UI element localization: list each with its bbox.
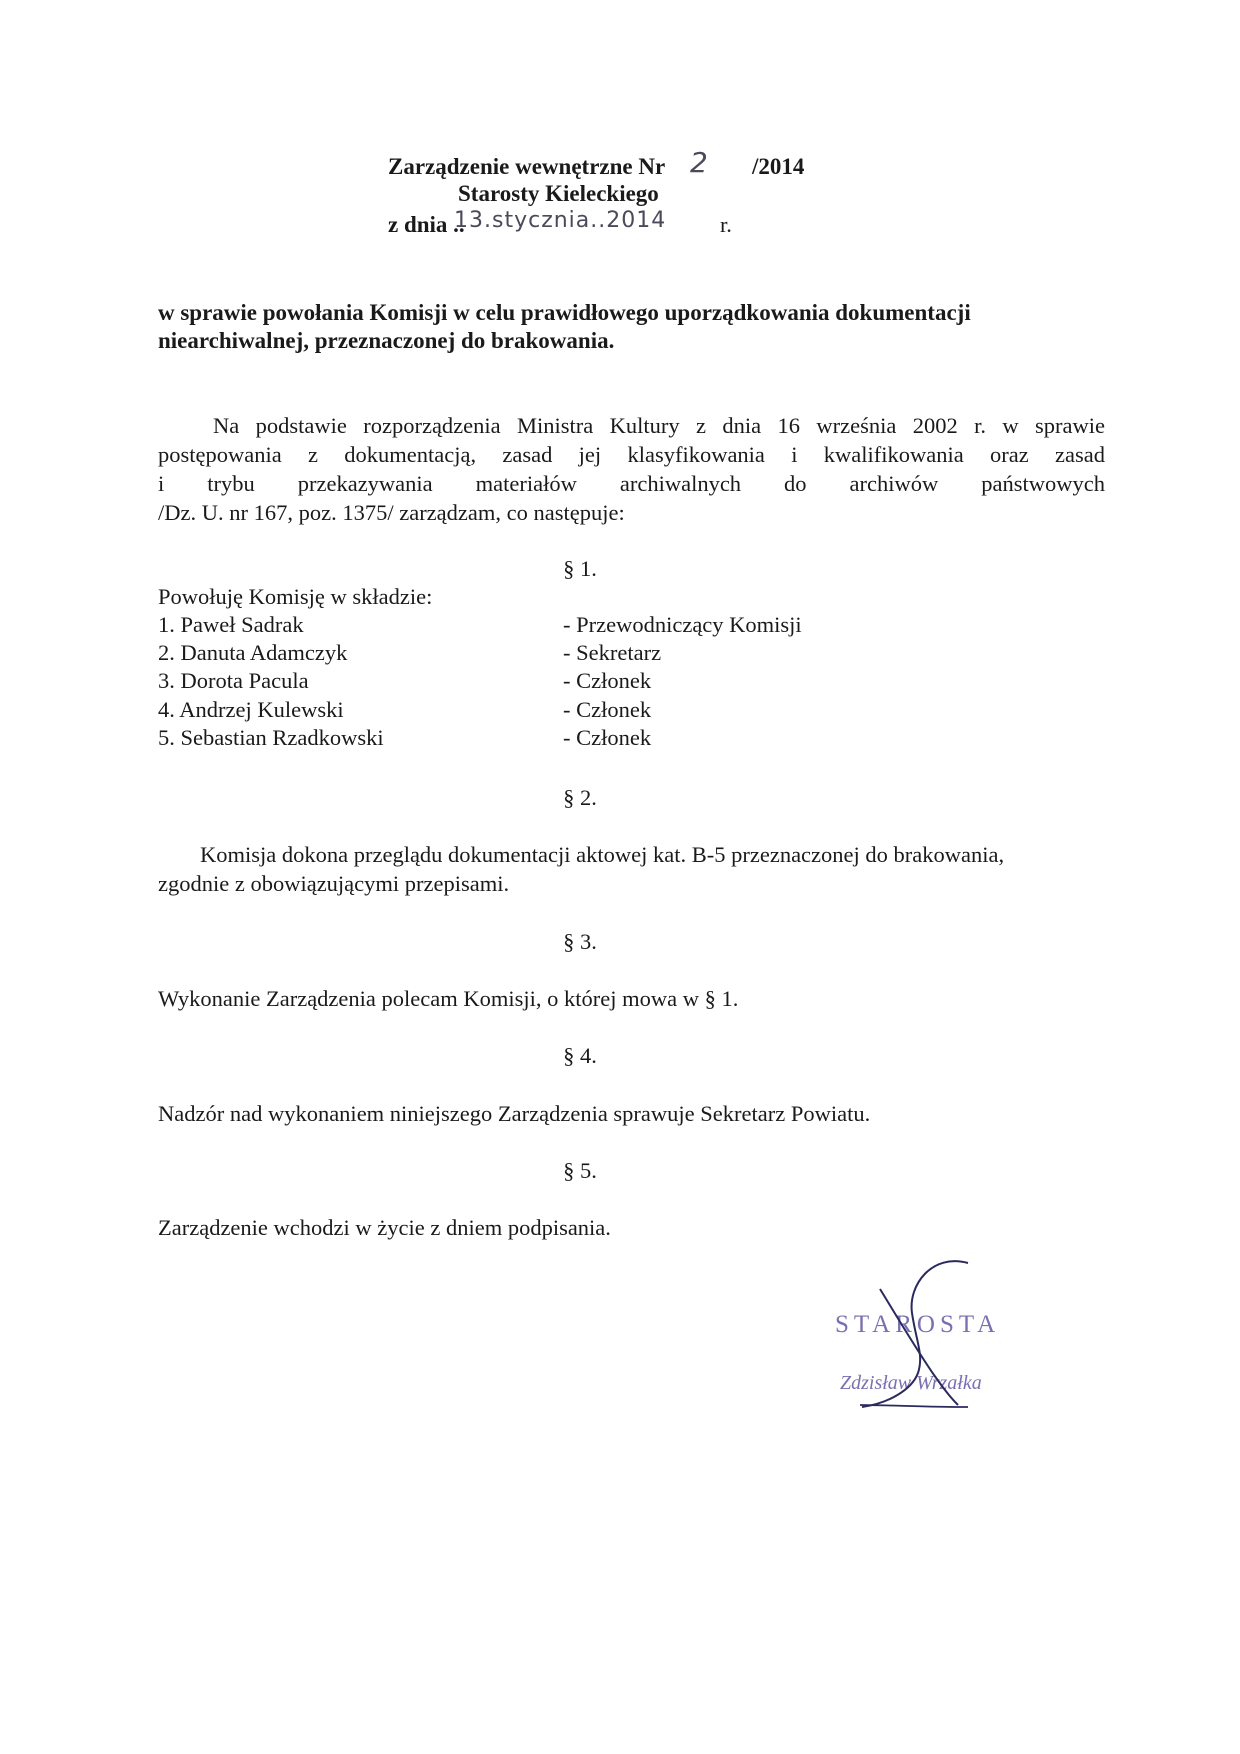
section-4-text: Nadzór nad wykonaniem niniejszego Zarządzenia sprawuje Sekretarz Powiatu. (158, 1101, 871, 1126)
issuer: Starosty Kieleckiego (458, 181, 659, 206)
section-3-heading: § 3. (563, 929, 597, 954)
section-1-intro: Powołuję Komisję w składzie: (158, 584, 433, 609)
handwritten-date: 13.stycznia..2014 (454, 208, 667, 233)
member-name: 4. Andrzej Kulewski (158, 697, 344, 722)
subject-line-2: niearchiwalnej, przeznaczonej do brakowania. (158, 328, 615, 353)
stamp-name: Zdzisław Wrzałka (840, 1372, 982, 1394)
member-name: 1. Paweł Sadrak (158, 612, 304, 637)
member-name: 5. Sebastian Rzadkowski (158, 725, 384, 750)
date-suffix: r. (720, 212, 732, 237)
section-2-line-2: zgodnie z obowiązującymi przepisami. (158, 871, 510, 896)
title-suffix: /2014 (752, 154, 805, 179)
preamble (158, 411, 1105, 527)
subject-line-1: w sprawie powołania Komisji w celu prawidłowego uporządkowania dokumentacji (158, 300, 971, 325)
preamble-line: i trybu przekazywania materiałów archiwalnych do archiwów państwowych (158, 471, 1105, 496)
member-role: - Członek (563, 725, 652, 750)
member-name: 3. Dorota Pacula (158, 668, 309, 693)
section-2-heading: § 2. (563, 785, 597, 810)
member-role: - Sekretarz (563, 640, 662, 665)
section-3-text: Wykonanie Zarządzenia polecam Komisji, o której mowa w § 1. (158, 986, 739, 1011)
section-5-text: Zarządzenie wchodzi w życie z dniem podpisania. (158, 1215, 611, 1240)
section-2-line-1: Komisja dokona przeglądu dokumentacji aktowej kat. B-5 przeznaczonej do brakowania, (200, 842, 1005, 867)
preamble-line: postępowania z dokumentacją, zasad jej klasyfikowania i kwalifikowania oraz zasad (158, 442, 1105, 467)
preamble-line: Na podstawie rozporządzenia Ministra Kultury z dnia 16 września 2002 r. w sprawie (213, 413, 1105, 438)
member-name: 2. Danuta Adamczyk (158, 640, 348, 665)
member-role: - Członek (563, 697, 652, 722)
stamp-title: STAROSTA (835, 1311, 1001, 1338)
preamble-line: /Dz. U. nr 167, poz. 1375/ zarządzam, co następuje: (158, 500, 625, 525)
section-5-heading: § 5. (563, 1158, 597, 1183)
title-prefix: Zarządzenie wewnętrzne Nr (388, 154, 666, 179)
handwritten-number: 2 (690, 146, 709, 179)
document-title (388, 154, 665, 180)
section-1-heading: § 1. (563, 556, 597, 581)
handwritten-signature (820, 1255, 1010, 1415)
section-4-heading: § 4. (563, 1043, 597, 1068)
date-prefix: z dnia .. (388, 212, 465, 237)
member-role: - Przewodniczący Komisji (563, 612, 802, 637)
member-role: - Członek (563, 668, 652, 693)
